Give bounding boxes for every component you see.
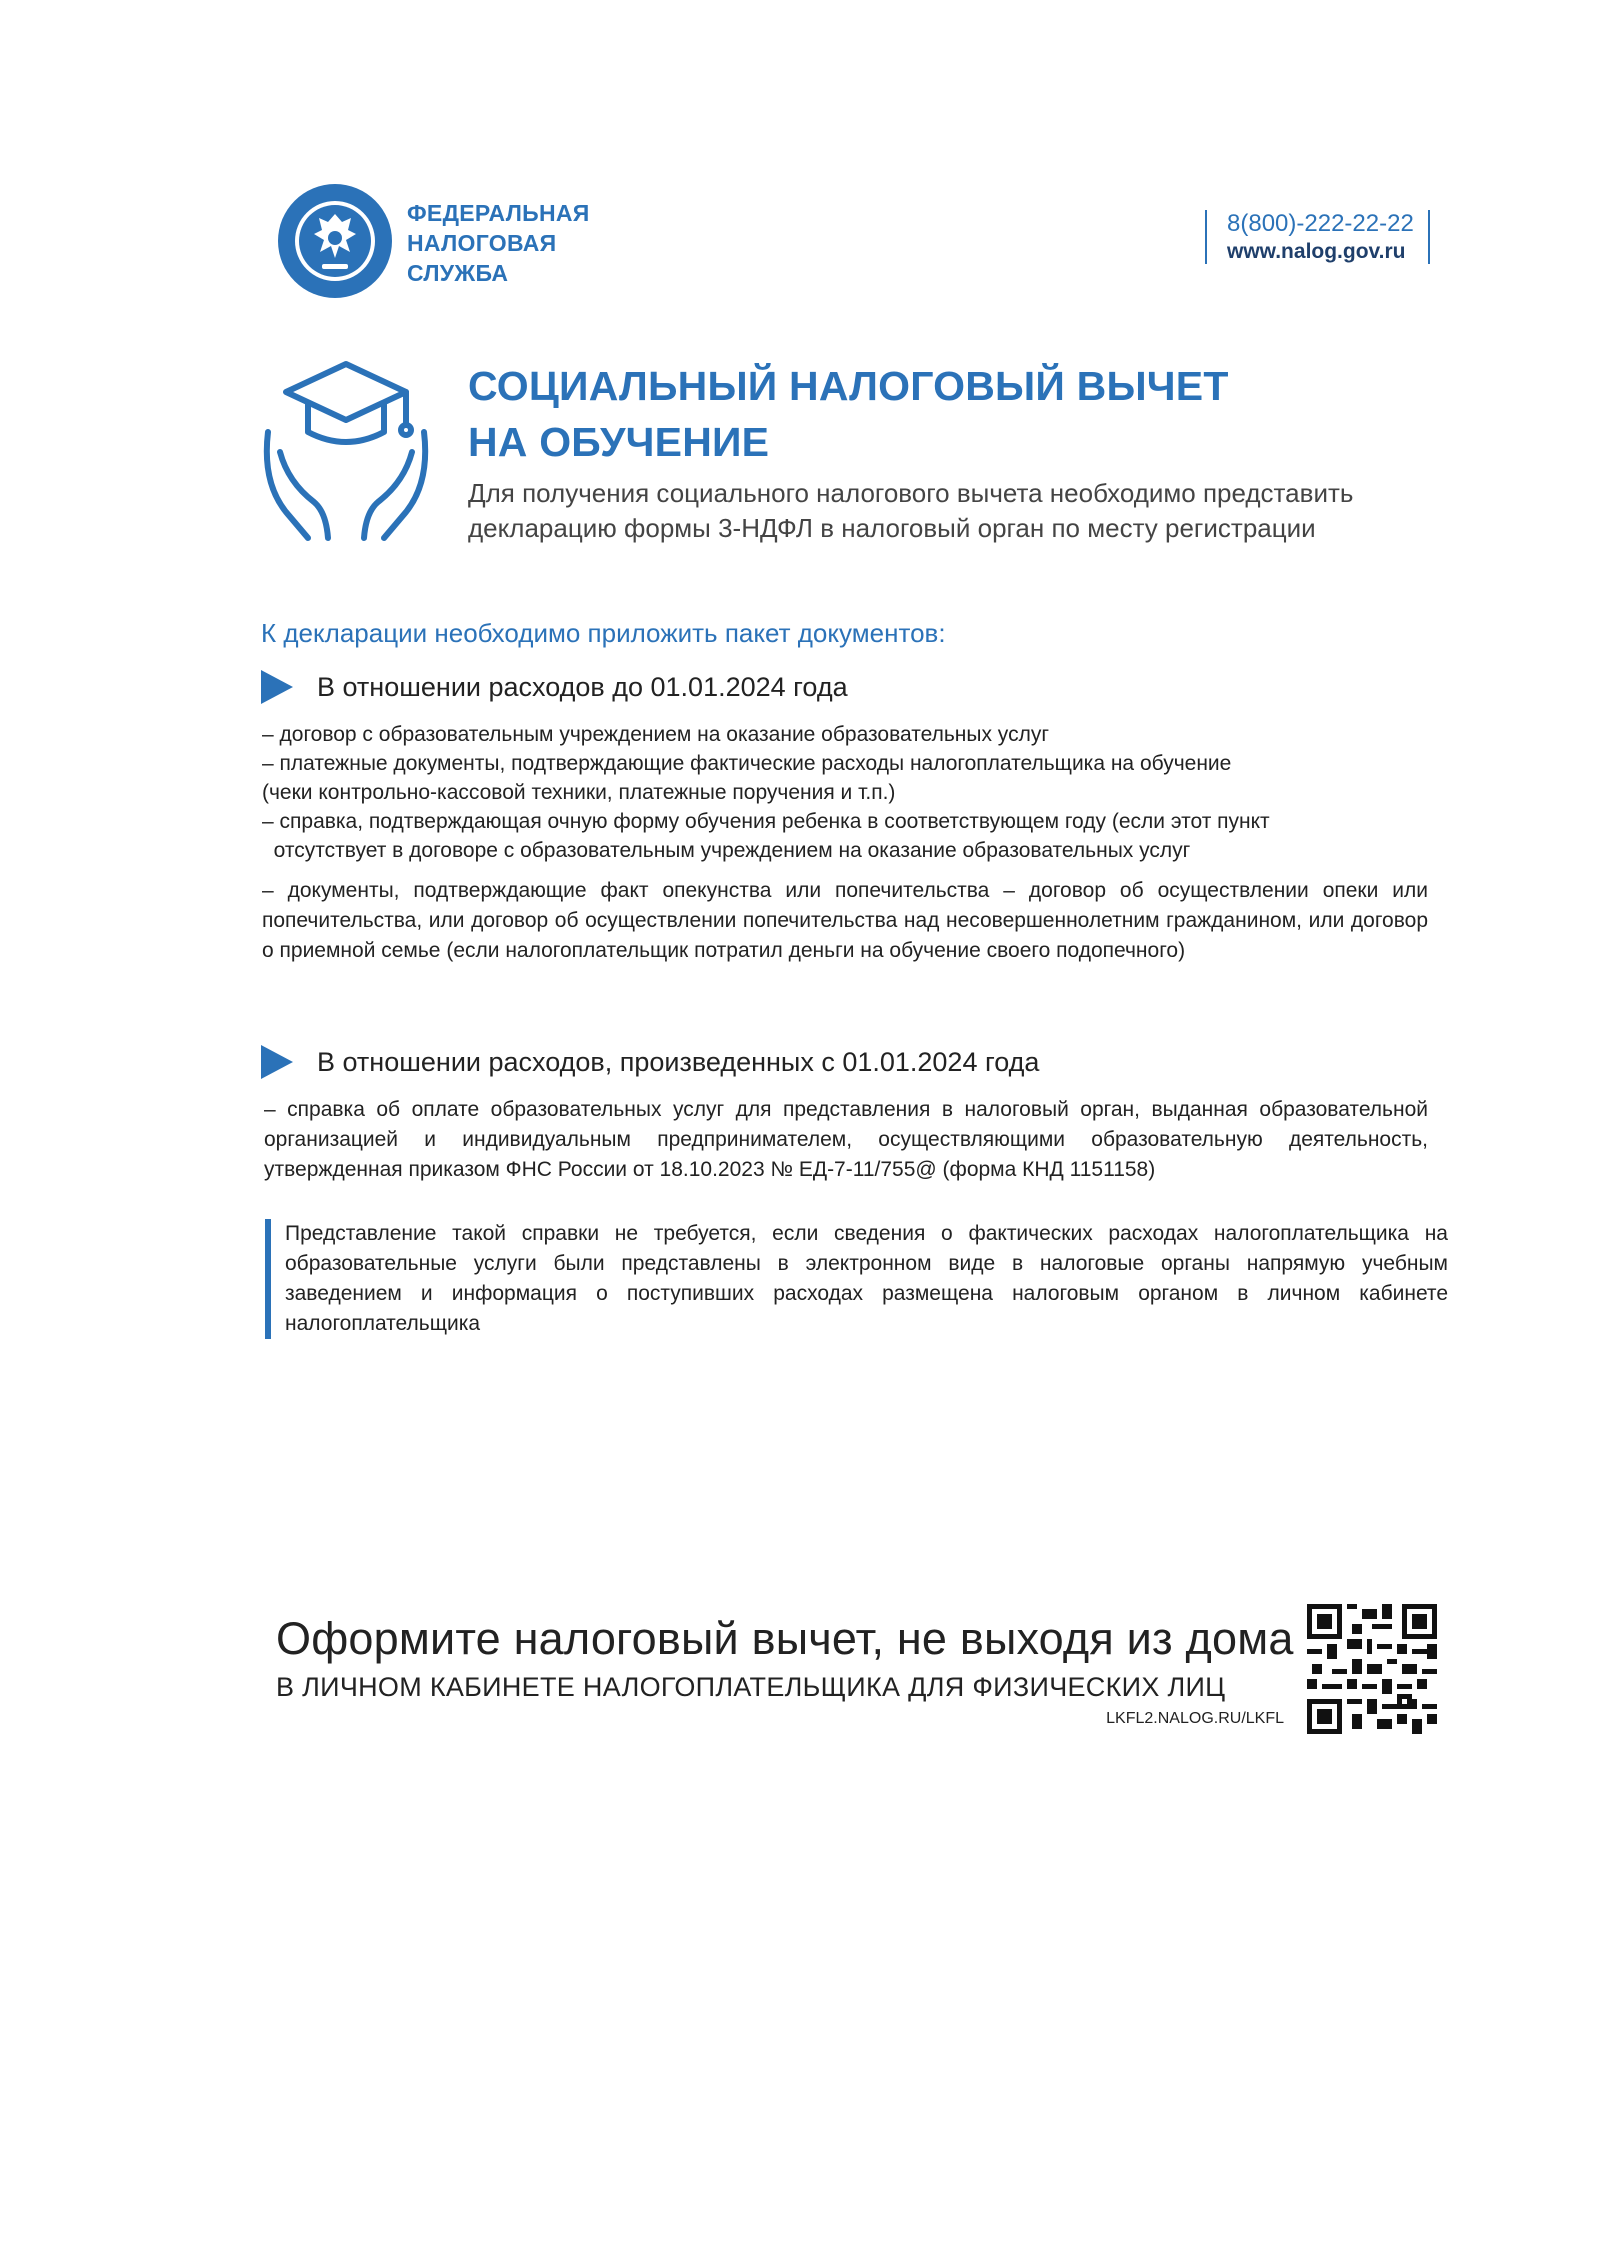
title-line-1: СОЦИАЛЬНЫЙ НАЛОГОВЫЙ ВЫЧЕТ [468, 363, 1229, 409]
fns-emblem-icon [276, 182, 394, 300]
org-name [407, 198, 590, 288]
section1-heading-text: В отношении расходов до 01.01.2024 года [317, 671, 848, 702]
bullet-triangle-icon [261, 1045, 293, 1079]
promo-headline: Оформите налоговый вычет, не выходя из дома [276, 1613, 1294, 1664]
org-name-line-3: СЛУЖБА [407, 260, 509, 286]
website-link[interactable]: www.nalog.gov.ru [1227, 240, 1406, 263]
phone-number[interactable]: 8(800)-222-22-22 [1227, 210, 1414, 237]
certificate-paragraph: – справка об оплате образовательных услуг для представления в налоговый орган, выданная образовательной организацией и индивидуальным предпринимателем, осуществляющими образовательную деятельность, утвержденная приказом ФНС России от 18.10.2023 № ЕД-7-11/755@ (форма КНД 1151158) [264, 1098, 1428, 1181]
section1-line-1: – договор с образовательным учреждением на оказание образовательных услуг [262, 723, 1049, 746]
section1-line-3: (чеки контрольно-кассовой техники, платежные поручения и т.п.) [262, 781, 896, 804]
org-name-line-1: ФЕДЕРАЛЬНАЯ [407, 200, 590, 226]
section1-line-4: – справка, подтверждающая очную форму обучения ребенка в соответствующем году (если этот пункт [262, 810, 1270, 833]
qr-code-icon[interactable] [1307, 1604, 1437, 1734]
promo-url-link[interactable]: LKFL2.NALOG.RU/LKFL [1106, 1710, 1284, 1727]
section1-line-2: – платежные документы, подтверждающие фактические расходы налогоплательщика на обучение [262, 752, 1232, 775]
section1-line-5: отсутствует в договоре с образовательным учреждением на оказание образовательных услуг [262, 839, 1191, 862]
section1-heading [261, 670, 848, 704]
contact-block [1205, 210, 1430, 264]
page-title [468, 358, 1229, 470]
promo-subline: В ЛИЧНОМ КАБИНЕТЕ НАЛОГОПЛАТЕЛЬЩИКА ДЛЯ ФИЗИЧЕСКИХ ЛИЦ [276, 1672, 1226, 1702]
graduation-hands-icon [256, 352, 436, 552]
guardianship-paragraph: – документы, подтверждающие факт опекунства или попечительства – договор об осуществлении опеки или попечительства, или договор об осуществлении попечительства над несовершеннолетним гражданином, или договор о приемной семье (если налогоплательщик потратил деньги на обучение своего подопечного) [262, 879, 1428, 962]
org-name-line-2: НАЛОГОВАЯ [407, 230, 557, 256]
page-subtitle: Для получения социального налогового вычета необходимо представить декларацию формы 3-НДФЛ в налоговый орган по месту регистрации [468, 478, 1354, 543]
bullet-triangle-icon [261, 670, 293, 704]
note-callout: Представление такой справки не требуется, если сведения о фактических расходах налогоплательщика на образовательные услуги были представлены в электронном виде в налоговые органы напрямую учебным заведением и информация о поступивших расходах размещена налоговым органом в личном кабинете налогоплательщика [265, 1219, 1448, 1339]
title-line-2: НА ОБУЧЕНИЕ [468, 419, 770, 465]
section2-heading [261, 1045, 1039, 1079]
section2-heading-text: В отношении расходов, произведенных с 01.01.2024 года [317, 1046, 1040, 1077]
documents-intro: К декларации необходимо приложить пакет документов: [261, 618, 946, 648]
